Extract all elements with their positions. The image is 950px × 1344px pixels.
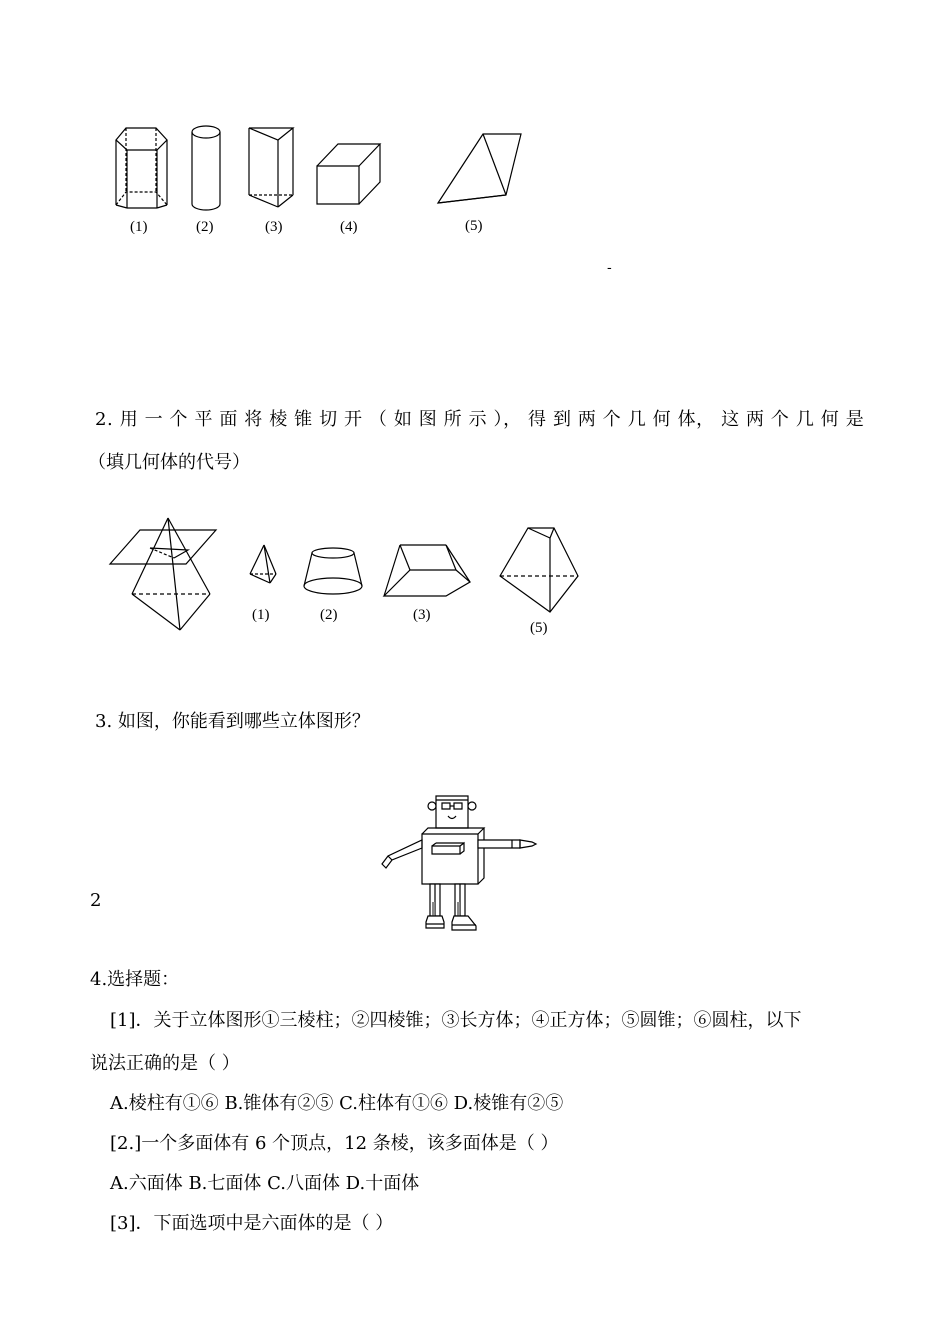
robot-drawing (370, 790, 550, 940)
q4-s1-options: A.棱柱有①⑥ B.锥体有②⑤ C.柱体有①⑥ D.棱锥有②⑤ (110, 1093, 564, 1114)
figure-pyramid-cut (0, 500, 950, 650)
figure1-label-2: (2) (196, 219, 214, 235)
robot-body-shape (422, 828, 484, 884)
oblique-prism-shape (438, 134, 521, 203)
cylinder-shape (192, 126, 220, 210)
figure1-label-3: (3) (265, 219, 283, 235)
figure1-label-5: (5) (465, 218, 483, 234)
robot-right-arm-shape (478, 840, 536, 848)
q2-line1: 2. 用 一 个 平 面 将 棱 锥 切 开 （ 如 图 所 示 ）， 得 到 两 个 几 何 体， 这 两 个 几 何 是 (95, 409, 865, 430)
q2-line2: （填几何体的代号） (88, 452, 250, 473)
figure2-label-5: (5) (530, 620, 548, 636)
stray-mark: - (607, 260, 612, 276)
q4-s2-options: A.六面体 B.七面体 C.八面体 D.十面体 (110, 1173, 420, 1194)
figure2-label-1: (1) (252, 607, 270, 623)
figure-solids-1 (0, 0, 950, 250)
page-number: 2 (90, 890, 102, 911)
pyramid-cut-drawing (0, 500, 950, 650)
hexagonal-prism-shape (116, 128, 167, 208)
robot-head-shape (428, 796, 476, 828)
figure2-label-2: (2) (320, 607, 338, 623)
robot-left-arm-shape (382, 840, 422, 868)
q4-s3-question: [3]．下面选项中是六面体的是（ ） (110, 1213, 394, 1234)
small-pyramid-shape (250, 545, 276, 583)
figure-robot (370, 790, 550, 940)
cuboid-shape (317, 144, 380, 204)
robot-legs-shape (426, 884, 476, 930)
cone-frustum-shape (304, 548, 362, 594)
triangular-prism-shape (249, 128, 293, 207)
q4-title: 4.选择题： (90, 969, 180, 990)
q4-s1-line1: [1]．关于立体图形①三棱柱；②四棱锥；③长方体；④正方体；⑤圆锥；⑥圆柱，以下 (110, 1010, 802, 1031)
figure1-label-1: (1) (130, 219, 148, 235)
frustum-shape (384, 545, 470, 596)
q4-s2-question: [2.]一个多面体有 6 个顶点，12 条棱，该多面体是（ ） (110, 1133, 559, 1154)
q3-text: 3. 如图，你能看到哪些立体图形？ (95, 711, 370, 732)
cut-pyramid-shape (110, 518, 216, 630)
q4-s1-line2: 说法正确的是（ ） (90, 1053, 240, 1074)
solids-drawing (0, 0, 950, 250)
figure2-label-3: (3) (413, 607, 431, 623)
figure1-label-4: (4) (340, 219, 358, 235)
lower-solid-shape (500, 528, 578, 612)
